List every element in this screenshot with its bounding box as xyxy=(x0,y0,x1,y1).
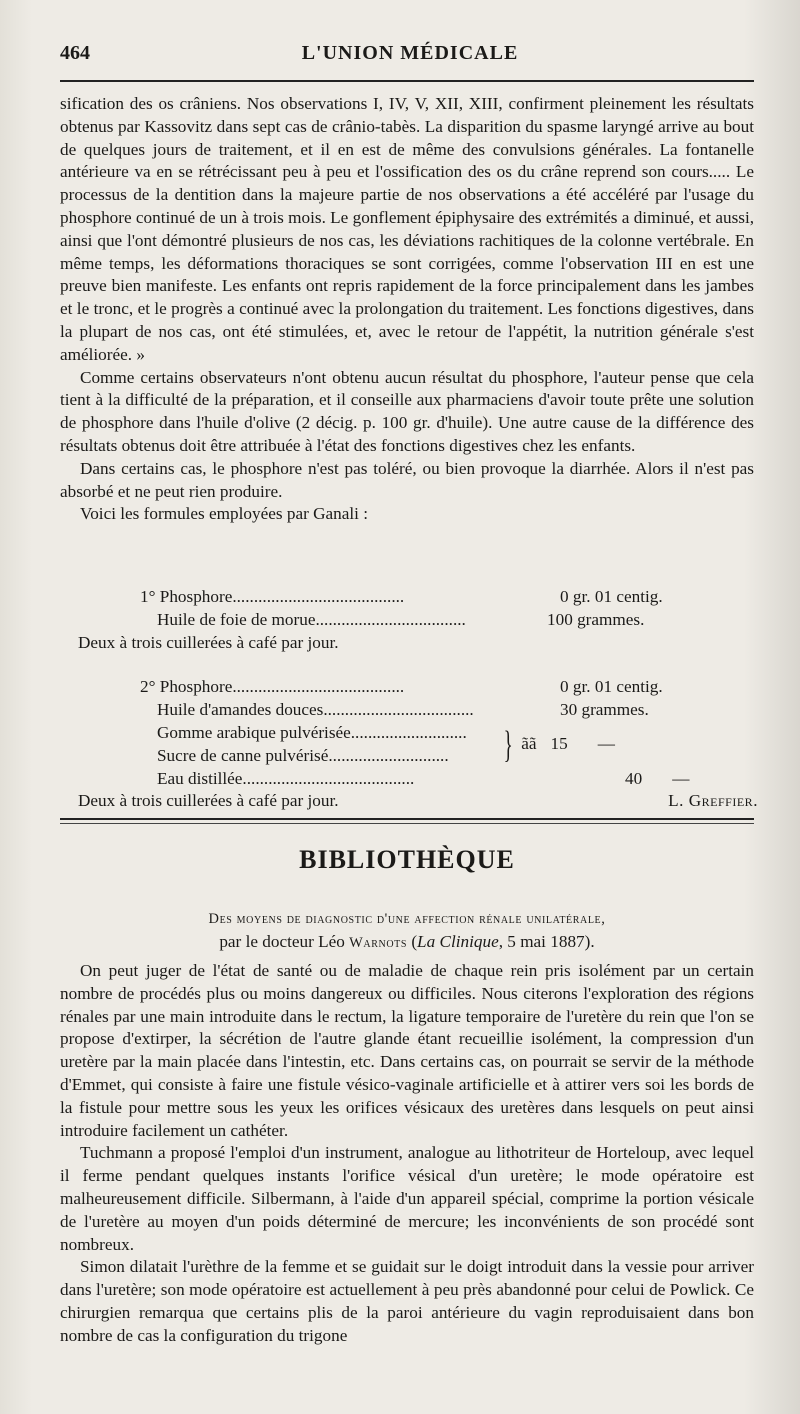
intro-text xyxy=(60,93,754,526)
running-title: L'UNION MÉDICALE xyxy=(301,42,519,64)
paragraph: On peut juger de l'état de santé ou de maladie de chaque rein pris isolément par un certain nombre de procédés plus ou moins dangereux ou difficiles. Nous citerons l'exploration des régions rénales par une main introduite dans le rectum, la ligature temporaire de l'uretère du rein que l'on se propose d'extirper, la sécrétion de l'autre glande étant recueillie isolément, la compression d'un uretère par la main placée dans l'intestin, etc. Dans certains cas, on pourrait se servir de la méthode d'Emmet, qui consiste à faire une fistule vésico-vaginale artificielle et à attirer vers soi les bords de la fistule pour mettre sous les yeux les orifices vésicaux des uretères dans lesquels on peut ainsi introduire facilement un cathéter. xyxy=(60,961,754,1140)
ingredient-name: Huile d'amandes douces................................... xyxy=(157,700,474,720)
page-header xyxy=(60,38,760,78)
ingredient-name: Eau distillée........................................ xyxy=(157,768,415,788)
ingredient-amount: 30 grammes. xyxy=(560,700,649,720)
ingredient-amount: 15 xyxy=(550,734,568,754)
author-signature: L. Greffier. xyxy=(668,791,758,811)
ingredient-name: 1° Phosphore........................................ xyxy=(140,587,405,606)
ingredient-name: 2° Phosphore........................................ xyxy=(140,677,405,697)
author-name: Warnots xyxy=(349,934,408,951)
article-title-line: Des moyens de diagnostic d'une affection rénale unilatérale, xyxy=(208,911,606,927)
formula-row xyxy=(60,768,754,791)
section-rule xyxy=(60,823,754,824)
ingredient-amount: 40 xyxy=(625,768,643,788)
formula-brace-group xyxy=(60,722,754,768)
formula-row xyxy=(60,676,754,699)
ditto-dash: — xyxy=(672,768,690,788)
formula-row xyxy=(60,609,754,632)
paragraph: Comme certains observateurs n'ont obtenu aucun résultat du phosphore, l'auteur pense que cela tient à la difficulté de la préparation, et il conseille aux pharmaciens d'avoir toute prête une solution de phosphore dans l'huile d'olive (2 décig. p. 100 gr. d'huile). Une autre cause de la différence des résultats obtenus doit être attribuée à l'état des fonctions digestives chez les enfants. xyxy=(60,367,754,455)
brace-label: ãã xyxy=(521,734,537,754)
ditto-dash: — xyxy=(597,734,615,754)
header-rule xyxy=(60,80,754,82)
formula-row xyxy=(60,586,754,609)
journal-name: La Clinique xyxy=(417,931,499,951)
page-number: 464 xyxy=(60,42,90,64)
section-title: BIBLIOTHÈQUE xyxy=(299,845,515,874)
dosage: Deux à trois cuillerées à café par jour. xyxy=(78,791,339,811)
ingredient-amount: 0 gr. 01 centig. xyxy=(560,587,663,606)
paragraph: Dans certains cas, le phosphore n'est pas toléré, ou bien provoque la diarrhée. Alors il n'est pas absorbé et ne peut rien produire. xyxy=(60,458,754,501)
paragraph: sification des os crâniens. Nos observations I, IV, V, XII, XIII, confirment pleinement les résultats obtenus par Kassovitz dans sept cas de crânio-tabès. La disparition du spasme laryngé arrive au bout de quelques jours de traitement, et il en est de même des convulsions générales. La fontanelle antérieure va en se rétrécissant peu à peu et l'ossification des os du crâne reprend son cours..... Le processus de la dentition dans la majeure partie de nos observations a été accéléré par l'usage du phosphore continué de un à trois mois. Le gonflement épiphysaire des extrémités a diminué, et aussi, ainsi que l'ont démontré plusieurs de nos cas, les déviations rachitiques de la colonne vertébrale. En même temps, les déformations thoraciques se sont corrigées, comme l'observation III en est une preuve bien manifeste. Les enfants ont repris rapidement de la force principalement dans les jambes et le tronc, et le progrès a continué avec la prolongation du traitement. Les fonctions digestives, dans la plupart de nos cas, ont été stimulées, et, avec le retour de l'appétit, la nutrition générale s'est améliorée. » xyxy=(60,94,755,364)
ingredient-name: Sucre de canne pulvérisé............................ xyxy=(157,745,449,765)
paragraph: Voici les formules employées par Ganali : xyxy=(80,504,368,524)
paragraph: Tuchmann a proposé l'emploi d'un instrument, analogue au lithotriteur de Horteloup, avec lequel il ferme pendant quelques instants l'orifice vésical d'un uretère; le mode opératoire est malheureusement difficile. Silbermann, à l'aide d'un appareil spécial, comprime la portion vésicale de l'uretère au moyen d'un poids déterminé de mercure; les inconvénients de son procédé sont nombreux. xyxy=(60,1143,754,1254)
dosage: Deux à trois cuillerées à café par jour. xyxy=(78,632,339,652)
ingredient-amount: 100 grammes. xyxy=(547,609,645,629)
ingredient-amount: 0 gr. 01 centig. xyxy=(560,677,663,697)
article-title xyxy=(60,908,754,955)
brace-symbol: } xyxy=(503,723,513,766)
article-text xyxy=(60,960,754,1348)
ingredient-name: Huile de foie de morue................................... xyxy=(157,609,466,629)
paragraph: Simon dilatait l'urèthre de la femme et se guidait sur le doigt introduit dans la vessie pour arriver dans l'uretère; son mode opératoire est actuellement à peu près abandonné pour celui de Powlick. Ce chirurgien remarqua que certains plis de la paroi antérieure du vagin reproduisaient dans bon nombre de cas la configuration du trigone xyxy=(60,1257,754,1345)
ingredient-name: Gomme arabique pulvérisée........................... xyxy=(157,722,467,742)
article-byline: par le docteur Léo Warnots (La Clinique, 5 mai 1887). xyxy=(219,931,595,951)
section-rule xyxy=(60,818,754,820)
formula-row xyxy=(60,699,754,722)
formulas xyxy=(60,586,758,813)
